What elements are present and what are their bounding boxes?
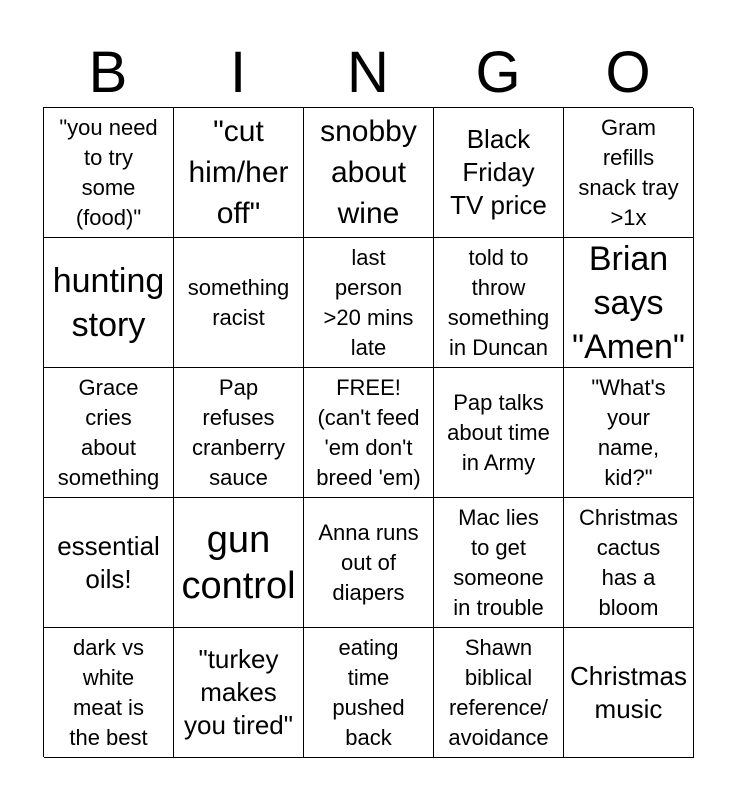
cell-text: Shawn biblical reference/ avoidance — [448, 634, 549, 750]
bingo-cell-r4c4[interactable] — [434, 498, 564, 628]
cell-text: Anna runs out of diapers — [318, 519, 419, 605]
bingo-cell-r4c3[interactable] — [304, 498, 434, 628]
bingo-cell-r1c3[interactable] — [304, 108, 434, 238]
header-letter-n: N — [347, 40, 389, 105]
cell-text: Christmas cactus has a bloom — [578, 504, 678, 620]
bingo-card — [43, 107, 693, 757]
header-letter-o: O — [605, 40, 651, 105]
cell-text: eating time pushed back — [332, 634, 405, 750]
bingo-cell-r5c2[interactable] — [174, 628, 304, 758]
cell-text: FREE! (can't feed 'em don't breed 'em) — [316, 374, 421, 490]
cell-text: Christmas music — [569, 660, 687, 724]
bingo-cell-r2c1[interactable] — [44, 238, 174, 368]
bingo-cell-r2c4[interactable] — [434, 238, 564, 368]
bingo-cell-r4c2[interactable] — [174, 498, 304, 628]
cell-text: Black Friday TV price — [450, 124, 547, 220]
cell-text: told to throw something in Duncan — [447, 244, 550, 360]
bingo-cell-r1c5[interactable] — [564, 108, 694, 238]
cell-text: Brian says "Amen" — [572, 239, 685, 366]
cell-text: Mac lies to get someone in trouble — [453, 504, 544, 620]
cell-text: gun control — [181, 518, 296, 607]
header-letter-g: G — [475, 40, 521, 105]
cell-text: essential oils! — [57, 530, 160, 594]
bingo-cell-r3c3[interactable] — [304, 368, 434, 498]
cell-text: "What's your name, kid?" — [591, 374, 666, 490]
header-letter-b: B — [88, 40, 128, 105]
bingo-cell-r3c2[interactable] — [174, 368, 304, 498]
cell-text: Pap talks about time in Army — [447, 389, 550, 475]
cell-text: snobby about wine — [320, 115, 417, 230]
bingo-cell-r5c5[interactable] — [564, 628, 694, 758]
bingo-cell-r5c1[interactable] — [44, 628, 174, 758]
bingo-cell-r3c1[interactable] — [44, 368, 174, 498]
cell-text: hunting story — [52, 261, 165, 344]
cell-text: "cut him/her off" — [188, 115, 289, 230]
cell-text: dark vs white meat is the best — [69, 634, 148, 750]
cell-text: "turkey makes you tired" — [184, 644, 293, 740]
bingo-cell-r5c4[interactable] — [434, 628, 564, 758]
bingo-cell-r1c2[interactable] — [174, 108, 304, 238]
cell-text: something racist — [187, 274, 290, 330]
cell-text: Pap refuses cranberry sauce — [192, 374, 285, 490]
bingo-cell-r2c3[interactable] — [304, 238, 434, 368]
bingo-cell-r5c3[interactable] — [304, 628, 434, 758]
cell-text: last person >20 mins late — [323, 244, 414, 360]
bingo-cell-r3c5[interactable] — [564, 368, 694, 498]
header-letter-i: I — [229, 40, 247, 105]
bingo-cell-r1c1[interactable] — [44, 108, 174, 238]
bingo-cell-r4c5[interactable] — [564, 498, 694, 628]
cell-text: "you need to try some (food)" — [59, 114, 158, 230]
cell-text: Grace cries about something — [57, 374, 160, 490]
cell-text: Gram refills snack tray >1x — [578, 114, 679, 230]
bingo-cell-r2c2[interactable] — [174, 238, 304, 368]
bingo-header — [43, 40, 693, 106]
bingo-cell-r3c4[interactable] — [434, 368, 564, 498]
bingo-cell-r2c5[interactable] — [564, 238, 694, 368]
bingo-cell-r4c1[interactable] — [44, 498, 174, 628]
bingo-cell-r1c4[interactable] — [434, 108, 564, 238]
